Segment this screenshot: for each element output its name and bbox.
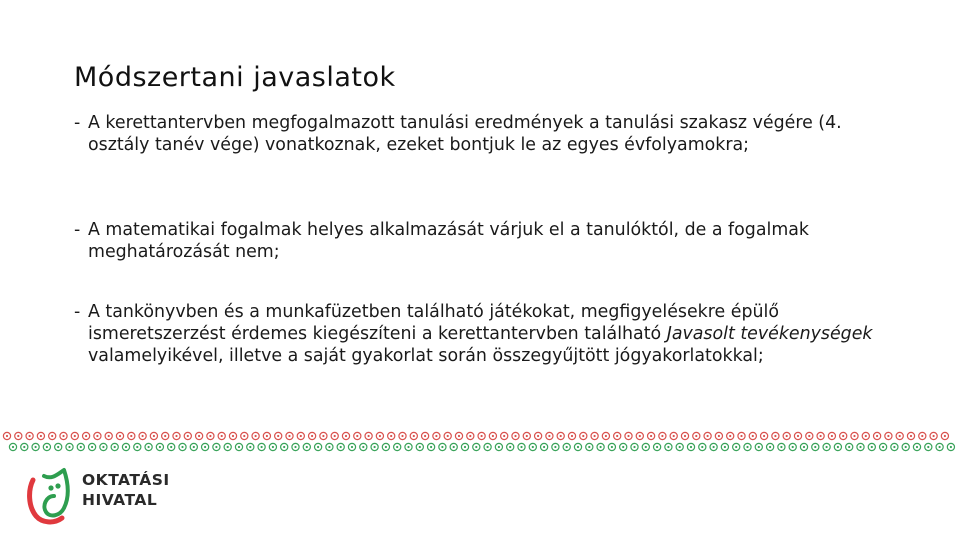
border-motif-red-dot bbox=[356, 435, 358, 437]
border-motif-green-dot bbox=[520, 446, 522, 448]
border-motif-green-dot bbox=[430, 446, 432, 448]
border-motif-red-dot bbox=[322, 435, 324, 437]
border-motif-green-dot bbox=[453, 446, 455, 448]
border-motif-red-dot bbox=[311, 435, 313, 437]
border-motif-red-dot bbox=[865, 435, 867, 437]
border-motif-red-dot bbox=[661, 435, 663, 437]
border-motif-red-dot bbox=[740, 435, 742, 437]
border-motif-green-dot bbox=[294, 446, 296, 448]
border-motif-red-dot bbox=[62, 435, 64, 437]
border-motif-red-dot bbox=[571, 435, 573, 437]
border-motif-red-dot bbox=[469, 435, 471, 437]
bullet-item bbox=[74, 301, 874, 367]
border-motif-red-dot bbox=[379, 435, 381, 437]
border-motif-green-dot bbox=[826, 446, 828, 448]
border-motif-red-dot bbox=[288, 435, 290, 437]
border-motif-red-dot bbox=[85, 435, 87, 437]
border-motif-red-dot bbox=[401, 435, 403, 437]
border-motif-green-dot bbox=[859, 446, 861, 448]
border-motif-red-dot bbox=[187, 435, 189, 437]
border-motif-green-dot bbox=[419, 446, 421, 448]
border-motif-red-dot bbox=[413, 435, 415, 437]
border-motif-green-dot bbox=[215, 446, 217, 448]
border-motif-green-dot bbox=[554, 446, 556, 448]
bullet-text-part: valamelyikével, illetve a saját gyakorlat során összegyűjtött jógyakorlatokkal; bbox=[88, 346, 764, 366]
logo-text bbox=[82, 470, 170, 510]
border-motif-green-dot bbox=[871, 446, 873, 448]
border-motif-red-dot bbox=[481, 435, 483, 437]
border-motif-red-dot bbox=[853, 435, 855, 437]
border-motif-green-dot bbox=[509, 446, 511, 448]
border-motif-green-dot bbox=[769, 446, 771, 448]
border-motif-green-dot bbox=[645, 446, 647, 448]
border-motif-red-dot bbox=[198, 435, 200, 437]
bullet-item bbox=[74, 112, 874, 156]
border-motif-green-dot bbox=[532, 446, 534, 448]
border-motif-red-dot bbox=[458, 435, 460, 437]
border-motif-red-dot bbox=[277, 435, 279, 437]
border-motif-green-dot bbox=[600, 446, 602, 448]
border-motif-green-dot bbox=[362, 446, 364, 448]
border-motif-green-dot bbox=[927, 446, 929, 448]
border-motif-green-dot bbox=[261, 446, 263, 448]
border-motif-green-dot bbox=[837, 446, 839, 448]
border-motif-red-dot bbox=[763, 435, 765, 437]
border-motif-red-dot bbox=[108, 435, 110, 437]
border-motif-red-dot bbox=[786, 435, 788, 437]
border-motif-green-dot bbox=[249, 446, 251, 448]
border-motif-green-dot bbox=[622, 446, 624, 448]
logo-line-1: OKTATÁSI bbox=[82, 471, 170, 489]
border-motif-red-dot bbox=[74, 435, 76, 437]
border-motif-green-dot bbox=[656, 446, 658, 448]
bullet-text: A kerettantervben megfogalmazott tanulási eredmények a tanulási szakasz végére (4. osztály tanév vége) vonatkoznak, ezeket bontjuk le az egyes évfolyamokra; bbox=[88, 113, 842, 155]
border-motif-red-dot bbox=[876, 435, 878, 437]
border-motif-red-dot bbox=[390, 435, 392, 437]
border-motif-red-dot bbox=[639, 435, 641, 437]
border-motif-green-dot bbox=[238, 446, 240, 448]
border-motif-red-dot bbox=[899, 435, 901, 437]
border-motif-red-dot bbox=[820, 435, 822, 437]
border-motif-red-dot bbox=[831, 435, 833, 437]
border-motif-red-dot bbox=[300, 435, 302, 437]
border-motif-red-dot bbox=[153, 435, 155, 437]
border-motif-green-dot bbox=[475, 446, 477, 448]
owl-logo-icon bbox=[24, 466, 76, 526]
border-motif-green-dot bbox=[916, 446, 918, 448]
border-motif-red-dot bbox=[51, 435, 53, 437]
border-motif-green-dot bbox=[611, 446, 613, 448]
border-motif-green-dot bbox=[396, 446, 398, 448]
border-motif-green-dot bbox=[57, 446, 59, 448]
border-motif-green-dot bbox=[735, 446, 737, 448]
border-motif-green-dot bbox=[464, 446, 466, 448]
border-motif-green-dot bbox=[35, 446, 37, 448]
border-motif-red-dot bbox=[209, 435, 211, 437]
border-motif-green-dot bbox=[848, 446, 850, 448]
border-motif-green-dot bbox=[159, 446, 161, 448]
border-motif-red-dot bbox=[164, 435, 166, 437]
border-motif-red-dot bbox=[605, 435, 607, 437]
border-motif-red-dot bbox=[6, 435, 8, 437]
border-motif-green-dot bbox=[91, 446, 93, 448]
border-motif-red-dot bbox=[921, 435, 923, 437]
decorative-border bbox=[0, 428, 960, 454]
border-motif-green-dot bbox=[667, 446, 669, 448]
border-motif-green-dot bbox=[125, 446, 127, 448]
border-motif-red-dot bbox=[29, 435, 31, 437]
border-motif-red-dot bbox=[243, 435, 245, 437]
bullet-text bbox=[74, 301, 874, 367]
border-motif-red-dot bbox=[492, 435, 494, 437]
border-motif-green-dot bbox=[170, 446, 172, 448]
border-motif-green-dot bbox=[893, 446, 895, 448]
border-motif-green-dot bbox=[690, 446, 692, 448]
border-motif-green-dot bbox=[633, 446, 635, 448]
border-motif-green-dot bbox=[102, 446, 104, 448]
border-motif-red-dot bbox=[232, 435, 234, 437]
bullet-text-part: A tankönyvben és a munkafüzetben található játékokat, megfigyelésekre épülő ismeretszerzést érdemes kiegészíteni a kerettantervben található bbox=[88, 302, 779, 344]
border-motif-red-dot bbox=[752, 435, 754, 437]
border-motif-green-dot bbox=[340, 446, 342, 448]
border-motif-red-dot bbox=[514, 435, 516, 437]
border-motif-red-dot bbox=[548, 435, 550, 437]
border-motif-red-dot bbox=[130, 435, 132, 437]
logo bbox=[24, 466, 224, 526]
border-motif-green-dot bbox=[272, 446, 274, 448]
border-motif-green-dot bbox=[227, 446, 229, 448]
border-motif-red-dot bbox=[119, 435, 121, 437]
border-motif-green-dot bbox=[577, 446, 579, 448]
border-motif-red-dot bbox=[684, 435, 686, 437]
border-motif-red-dot bbox=[707, 435, 709, 437]
border-motif-green-dot bbox=[713, 446, 715, 448]
bullet-text: A matematikai fogalmak helyes alkalmazását várjuk el a tanulóktól, de a fogalmak meghatározását nem; bbox=[88, 220, 809, 262]
border-motif-green-dot bbox=[803, 446, 805, 448]
border-motif-green-dot bbox=[758, 446, 760, 448]
border-motif-green-dot bbox=[441, 446, 443, 448]
border-motif-red-dot bbox=[537, 435, 539, 437]
decorative-pattern bbox=[0, 428, 960, 454]
border-motif-green-dot bbox=[487, 446, 489, 448]
border-motif-red-dot bbox=[526, 435, 528, 437]
border-motif-red-dot bbox=[774, 435, 776, 437]
border-motif-green-dot bbox=[588, 446, 590, 448]
border-motif-red-dot bbox=[594, 435, 596, 437]
border-motif-green-dot bbox=[23, 446, 25, 448]
border-motif-red-dot bbox=[808, 435, 810, 437]
border-motif-red-dot bbox=[142, 435, 144, 437]
border-motif-red-dot bbox=[582, 435, 584, 437]
border-motif-red-dot bbox=[718, 435, 720, 437]
border-motif-red-dot bbox=[368, 435, 370, 437]
border-motif-red-dot bbox=[175, 435, 177, 437]
border-motif-green-dot bbox=[80, 446, 82, 448]
border-motif-green-dot bbox=[814, 446, 816, 448]
border-motif-red-dot bbox=[345, 435, 347, 437]
border-motif-green-dot bbox=[407, 446, 409, 448]
border-motif-red-dot bbox=[616, 435, 618, 437]
border-motif-red-dot bbox=[447, 435, 449, 437]
border-motif-red-dot bbox=[695, 435, 697, 437]
border-motif-green-dot bbox=[939, 446, 941, 448]
border-motif-red-dot bbox=[797, 435, 799, 437]
border-motif-green-dot bbox=[374, 446, 376, 448]
border-motif-green-dot bbox=[543, 446, 545, 448]
border-motif-red-dot bbox=[334, 435, 336, 437]
border-motif-red-dot bbox=[842, 435, 844, 437]
border-motif-green-dot bbox=[351, 446, 353, 448]
border-motif-green-dot bbox=[204, 446, 206, 448]
border-motif-green-dot bbox=[148, 446, 150, 448]
border-motif-green-dot bbox=[306, 446, 308, 448]
border-motif-green-dot bbox=[385, 446, 387, 448]
border-motif-green-dot bbox=[566, 446, 568, 448]
border-motif-red-dot bbox=[424, 435, 426, 437]
border-motif-red-dot bbox=[673, 435, 675, 437]
border-motif-green-dot bbox=[905, 446, 907, 448]
border-motif-red-dot bbox=[255, 435, 257, 437]
border-motif-red-dot bbox=[944, 435, 946, 437]
bullet-dash: - bbox=[74, 113, 81, 133]
border-motif-green-dot bbox=[780, 446, 782, 448]
border-motif-green-dot bbox=[317, 446, 319, 448]
bullet-text-italic: Javasolt tevékenységek bbox=[666, 324, 873, 344]
border-motif-red-dot bbox=[910, 435, 912, 437]
border-motif-red-dot bbox=[435, 435, 437, 437]
border-motif-green-dot bbox=[679, 446, 681, 448]
border-motif-green-dot bbox=[328, 446, 330, 448]
bullet-item bbox=[74, 219, 874, 263]
border-motif-green-dot bbox=[724, 446, 726, 448]
border-motif-red-dot bbox=[40, 435, 42, 437]
border-motif-green-dot bbox=[950, 446, 952, 448]
border-motif-red-dot bbox=[627, 435, 629, 437]
border-motif-green-dot bbox=[136, 446, 138, 448]
bullet-dash: - bbox=[74, 302, 81, 322]
border-motif-red-dot bbox=[650, 435, 652, 437]
border-motif-green-dot bbox=[792, 446, 794, 448]
border-motif-red-dot bbox=[560, 435, 562, 437]
border-motif-red-dot bbox=[503, 435, 505, 437]
border-motif-red-dot bbox=[729, 435, 731, 437]
border-motif-green-dot bbox=[882, 446, 884, 448]
border-motif-red-dot bbox=[933, 435, 935, 437]
border-motif-green-dot bbox=[283, 446, 285, 448]
border-motif-green-dot bbox=[114, 446, 116, 448]
border-motif-green-dot bbox=[181, 446, 183, 448]
border-motif-green-dot bbox=[746, 446, 748, 448]
border-motif-green-dot bbox=[12, 446, 14, 448]
border-motif-red-dot bbox=[96, 435, 98, 437]
border-motif-red-dot bbox=[266, 435, 268, 437]
border-motif-green-dot bbox=[68, 446, 70, 448]
border-motif-green-dot bbox=[46, 446, 48, 448]
border-motif-red-dot bbox=[887, 435, 889, 437]
logo-line-2: HIVATAL bbox=[82, 491, 158, 509]
border-motif-green-dot bbox=[193, 446, 195, 448]
border-motif-green-dot bbox=[701, 446, 703, 448]
border-motif-red-dot bbox=[221, 435, 223, 437]
border-motif-green-dot bbox=[498, 446, 500, 448]
page-title: Módszertani javaslatok bbox=[74, 62, 396, 93]
border-motif-red-dot bbox=[17, 435, 19, 437]
bullet-dash: - bbox=[74, 220, 81, 240]
